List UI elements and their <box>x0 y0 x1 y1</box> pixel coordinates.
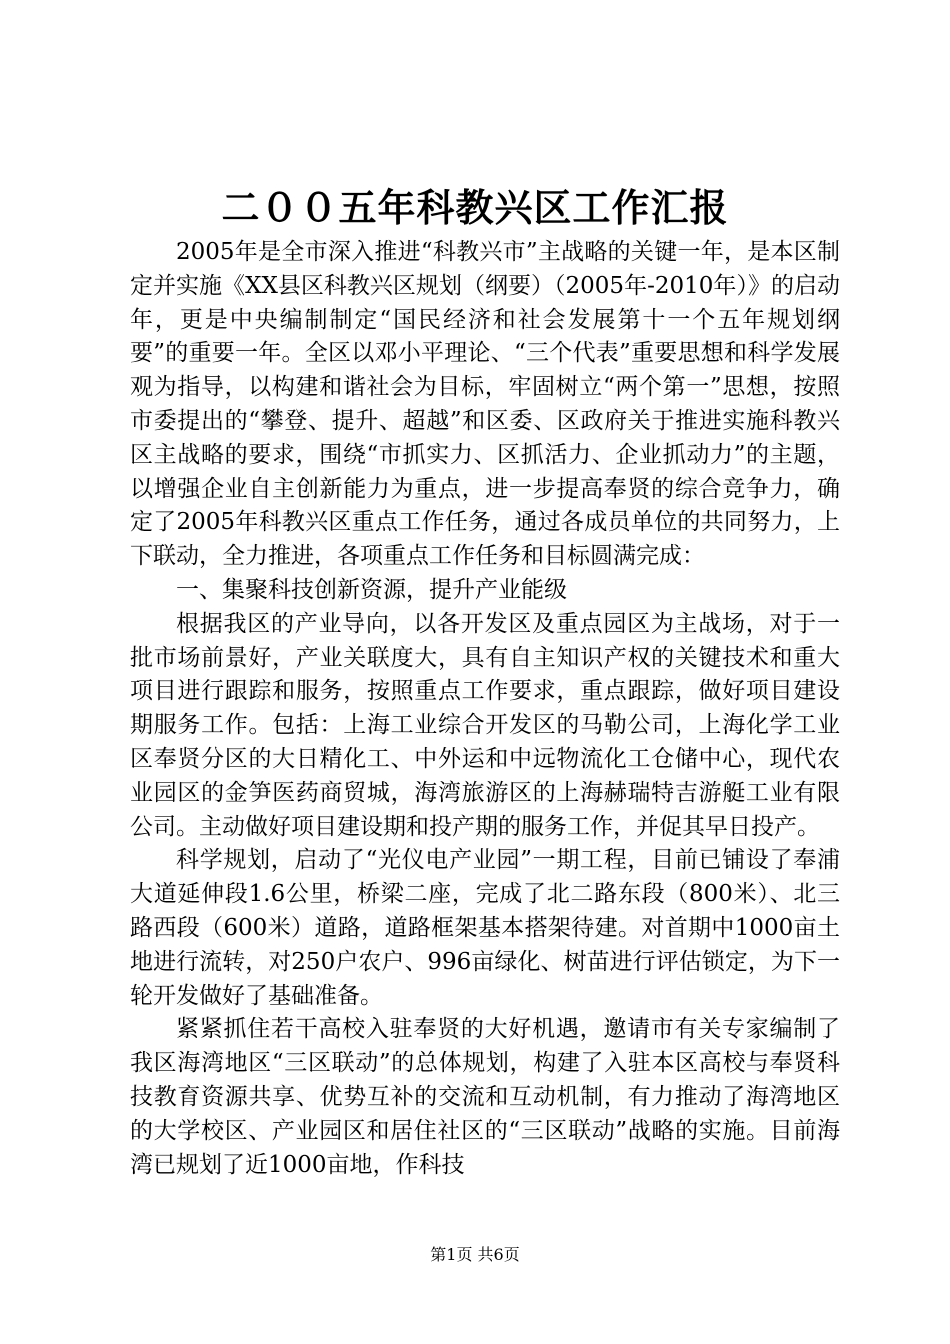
paragraph-projects: 根据我区的产业导向，以各开发区及重点园区为主战场，对于一批市场前景好，产业关联度大，具有自主知识产权的关键技术和重大项目进行跟踪和服务，按照重点工作要求，重点跟踪，做好项目建设期服务工作。包括：上海工业综合开发区的马勒公司，上海化学工业区奉贤分区的大日精化工、中外运和中远物流化工仓储中心，现代农业园区的金笋医药商贸城，海湾旅游区的上海赫瑞特吉游艇工业有限公司。主动做好项目建设期和投产期的服务工作，并促其早日投产。 <box>130 610 840 840</box>
section-heading-1: 一、集聚科技创新资源，提升产业能级 <box>176 576 567 603</box>
paragraph-intro: 2005年是全市深入推进“科教兴市”主战略的关键一年，是本区制定并实施《XX县区科教兴区规划（纲要）（2005年-2010年）》的启动年，更是中央编制制定“国民经济和社会发展第十一个五年规划纲要”的重要一年。全区以邓小平理论、“三个代表”重要思想和科学发展观为指导，以构建和谐社会为目标，牢固树立“两个第一”思想，按照市委提出的“攀登、提升、超越”和区委、区政府关于推进实施科教兴区主战略的要求，围绕“市抓实力、区抓活力、企业抓动力”的主题，以增强企业自主创新能力为重点，进一步提高奉贤的综合竞争力，确定了2005年科教兴区重点工作任务，通过各成员单位的共同努力，上下联动，全力推进，各项重点工作任务和目标圆满完成： <box>130 239 840 570</box>
paragraph-universities: 紧紧抓住若干高校入驻奉贤的大好机遇，邀请市有关专家编制了我区海湾地区“三区联动”的总体规划，构建了入驻本区高校与奉贤科技教育资源共享、优势互补的交流和互动机制，有力推动了海湾地区的大学校区、产业园区和居住社区的“三区联动”战略的实施。目前海湾已规划了近1000亩地，作科技 <box>130 1016 840 1178</box>
paragraph-industrial-park: 科学规划，启动了“光仪电产业园”一期工程，目前已铺设了奉浦大道延伸段1.6公里，桥梁二座，完成了北二路东段（800米）、北三路西段（600米）道路，道路框架基本搭架待建。对首期中1000亩土地进行流转，对250户农户、996亩绿化、树苗进行评估锁定，为下一轮开发做好了基础准备。 <box>130 847 840 1009</box>
page-number-footer: 第1页 共6页 <box>430 1245 520 1264</box>
document-body <box>130 236 840 1182</box>
document-title: 二００五年科教兴区工作汇报 <box>221 185 729 230</box>
